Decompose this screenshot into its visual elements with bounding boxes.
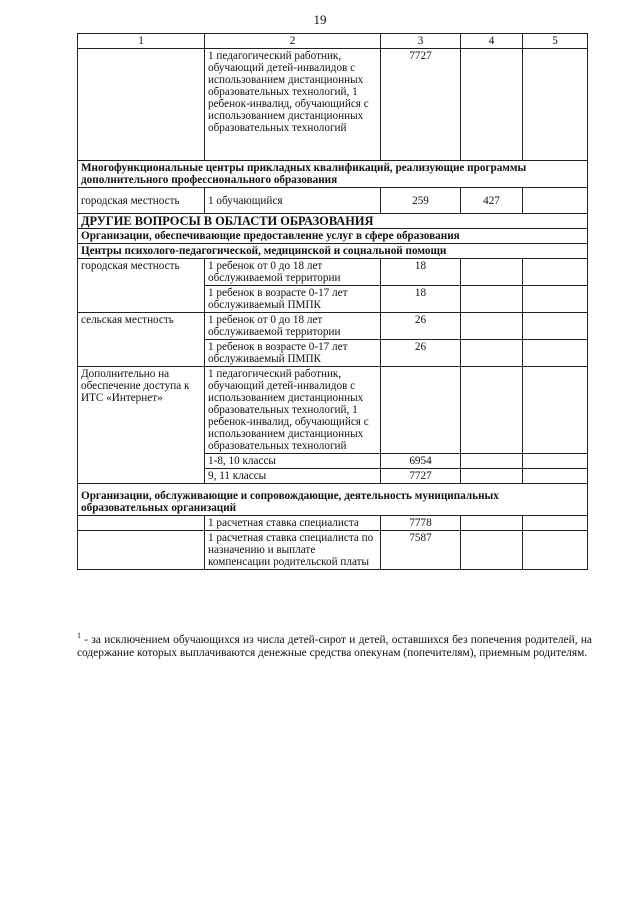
section-row bbox=[78, 161, 588, 188]
table-cell: 1 ребенок в возрасте 0-17 лет обслуживаемый ПМПК bbox=[205, 286, 381, 313]
table-cell: 1 педагогический работник, обучающий детей-инвалидов с использованием дистанционных образовательных технологий, 1 ребенок-инвалид, обучающийся с использованием дистанционных образовательных технологий bbox=[205, 49, 381, 161]
table-row bbox=[78, 516, 588, 531]
table-cell bbox=[523, 531, 588, 570]
header-cell: 4 bbox=[461, 34, 523, 49]
footnote-text: - за исключением обучающихся из числа детей-сирот и детей, оставшихся без попечения родителей, на содержание которых выплачиваются денежные средства опекунам (попечителям), приемным родителям. bbox=[77, 633, 592, 660]
page-number: 19 bbox=[313, 12, 327, 27]
table-cell bbox=[523, 188, 588, 214]
table-cell bbox=[78, 49, 205, 161]
table-row bbox=[78, 49, 588, 161]
table-cell: 1 ребенок в возрасте 0-17 лет обслуживаемый ПМПК bbox=[205, 340, 381, 367]
table-cell: 1 ребенок от 0 до 18 лет обслуживаемой территории bbox=[205, 259, 381, 286]
table-cell bbox=[461, 259, 523, 286]
table-cell bbox=[461, 367, 523, 454]
header-cell: 5 bbox=[523, 34, 588, 49]
table-cell bbox=[523, 367, 588, 454]
table-cell: городская местность bbox=[78, 259, 205, 313]
section-heading: Многофункциональные центры прикладных квалификаций, реализующие программы дополнительного профессионального образования bbox=[78, 161, 588, 188]
section-row bbox=[78, 229, 588, 244]
table-cell bbox=[523, 340, 588, 367]
table-row bbox=[78, 313, 588, 340]
table-cell: 26 bbox=[381, 340, 461, 367]
table-cell bbox=[523, 469, 588, 484]
table-cell bbox=[381, 367, 461, 454]
table-cell bbox=[78, 516, 205, 531]
table-cell bbox=[461, 49, 523, 161]
header-cell: 2 bbox=[205, 34, 381, 49]
footnote-mark: 1 bbox=[77, 631, 81, 640]
table-cell: 1-8, 10 классы bbox=[205, 454, 381, 469]
table-cell: 1 расчетная ставка специалиста по назначению и выплате компенсации родительской платы bbox=[205, 531, 381, 570]
table-cell bbox=[78, 531, 205, 570]
section-heading: Организации, обслуживающие и сопровождающие, деятельность муниципальных образовательных организаций bbox=[78, 484, 588, 516]
table-row bbox=[78, 531, 588, 570]
table-cell: 7587 bbox=[381, 531, 461, 570]
header-cell: 3 bbox=[381, 34, 461, 49]
section-heading: ДРУГИЕ ВОПРОСЫ В ОБЛАСТИ ОБРАЗОВАНИЯ bbox=[78, 214, 588, 229]
table-cell: 1 ребенок от 0 до 18 лет обслуживаемой территории bbox=[205, 313, 381, 340]
table-cell: 427 bbox=[461, 188, 523, 214]
table-cell bbox=[523, 259, 588, 286]
table-cell bbox=[461, 469, 523, 484]
table-row bbox=[78, 259, 588, 286]
table-cell: 1 обучающийся bbox=[205, 188, 381, 214]
table-cell: 1 педагогический работник, обучающий детей-инвалидов с использованием дистанционных образовательных технологий, 1 ребенок-инвалид, обучающийся с использованием дистанционных образовательных технологий bbox=[205, 367, 381, 454]
table-cell: городская местность bbox=[78, 188, 205, 214]
table-cell: 1 расчетная ставка специалиста bbox=[205, 516, 381, 531]
table-cell bbox=[461, 516, 523, 531]
table-cell bbox=[461, 340, 523, 367]
section-row bbox=[78, 244, 588, 259]
table-cell: 26 bbox=[381, 313, 461, 340]
table-cell bbox=[461, 531, 523, 570]
table-cell bbox=[461, 286, 523, 313]
table-cell: 9, 11 классы bbox=[205, 469, 381, 484]
norms-table bbox=[77, 33, 588, 570]
table-cell: 259 bbox=[381, 188, 461, 214]
table-cell: 18 bbox=[381, 259, 461, 286]
table-cell: сельская местность bbox=[78, 313, 205, 367]
table-cell bbox=[461, 454, 523, 469]
table-cell bbox=[523, 516, 588, 531]
table-cell: 7727 bbox=[381, 49, 461, 161]
table-cell: 18 bbox=[381, 286, 461, 313]
section-row bbox=[78, 484, 588, 516]
table-cell: 7778 bbox=[381, 516, 461, 531]
table-cell bbox=[523, 454, 588, 469]
table-cell bbox=[523, 286, 588, 313]
section-row bbox=[78, 214, 588, 229]
footnote bbox=[77, 629, 592, 661]
table-cell bbox=[461, 313, 523, 340]
table-row bbox=[78, 188, 588, 214]
header-cell: 1 bbox=[78, 34, 205, 49]
table-cell: 6954 bbox=[381, 454, 461, 469]
table-row bbox=[78, 367, 588, 454]
table-cell: 7727 bbox=[381, 469, 461, 484]
table-cell bbox=[523, 49, 588, 161]
table-cell bbox=[523, 313, 588, 340]
table-cell: Дополнительно на обеспечение доступа к ИТС «Интернет» bbox=[78, 367, 205, 484]
table-header-row bbox=[78, 34, 588, 49]
section-heading: Организации, обеспечивающие предоставление услуг в сфере образования bbox=[78, 229, 588, 244]
section-heading: Центры психолого-педагогической, медицинской и социальной помощи bbox=[78, 244, 588, 259]
